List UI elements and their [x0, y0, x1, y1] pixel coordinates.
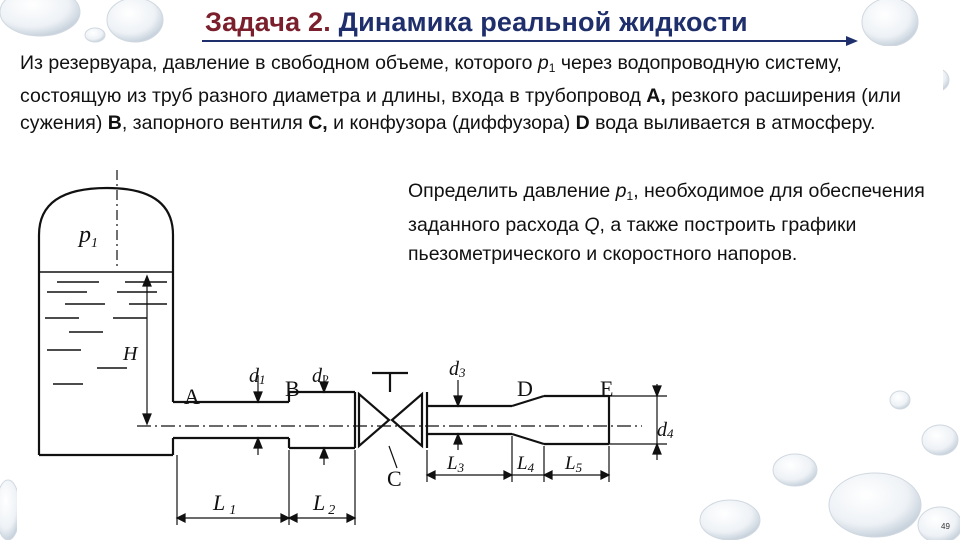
label-l2: L 2 [313, 490, 336, 518]
label-l4: L4 [517, 453, 535, 475]
task-q-symbol: Q [584, 214, 600, 236]
task-text-1: Определить давление [408, 180, 616, 202]
label-l5: L5 [565, 453, 583, 475]
label-b: B [285, 376, 300, 401]
task-p-symbol: p [615, 180, 627, 202]
intro-text-1: Из резервуара, давление в свободном объеме, которого [20, 52, 538, 74]
page-number: 49 [941, 522, 950, 531]
label-c: C [387, 466, 402, 491]
intro-text-6: вода выливается в атмосферу. [589, 112, 876, 134]
intro-label-b: B [107, 112, 122, 134]
label-d2: d2 [312, 365, 329, 387]
task-p-subscript: 1 [626, 189, 634, 203]
label-l1: L 1 [213, 490, 237, 518]
task-text-2: , необходимое для обеспечения заданного расхода [408, 180, 925, 236]
intro-p-subscript: 1 [548, 61, 556, 75]
intro-text-4: , запорного вентиля [121, 112, 309, 134]
label-d1: d1 [249, 365, 266, 387]
intro-text-3: резкого расширения (или сужения) [20, 84, 901, 134]
task-text-3: , а также построить графики пьезометрического и скоростного напоров. [408, 214, 857, 265]
intro-label-c: C, [308, 112, 328, 134]
label-l3: L3 [447, 453, 465, 475]
label-p1: $p_1$ [79, 222, 98, 251]
label-d3: d3 [449, 358, 466, 380]
label-a: A [184, 384, 200, 409]
intro-label-a: A, [646, 84, 666, 107]
intro-text-5: и конфузора (диффузора) [327, 112, 576, 134]
label-e: E [600, 376, 614, 401]
label-d: D [517, 376, 533, 401]
intro-paragraph [20, 50, 935, 138]
title-task-label: Задача 2. [205, 7, 331, 37]
label-d4: d4 [657, 419, 674, 441]
intro-p-symbol: p [537, 52, 549, 74]
title-topic: Динамика реальной жидкости [338, 7, 748, 37]
label-h: H [123, 343, 138, 365]
tank-outline [39, 188, 173, 455]
task-paragraph [408, 177, 928, 269]
intro-label-d: D [575, 112, 590, 134]
intro-text-2: через водопроводную систему, состоящую из труб разного диаметра и длины, входа в трубопровод [20, 52, 842, 107]
